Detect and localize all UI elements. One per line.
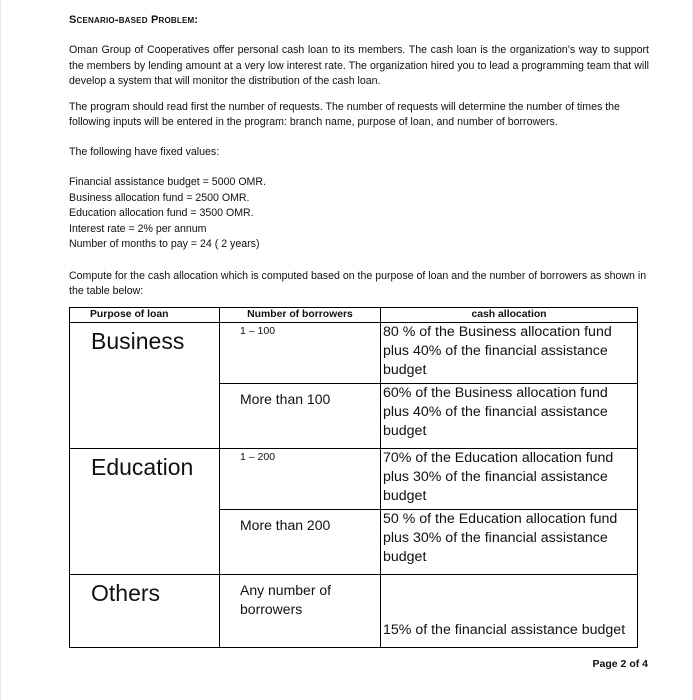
header-allocation: cash allocation <box>381 307 638 322</box>
cash-allocation-table <box>69 307 638 648</box>
header-borrowers: Number of borrowers <box>220 307 381 322</box>
table-header-row <box>70 307 638 322</box>
fixed-values-list <box>69 175 649 253</box>
intro-paragraph: Oman Group of Cooperatives offer personal cash loan to its members. The cash loan is the organization’s way to support the members by lending amount at a very low interest rate. The organization hired you to lead a programming team that will develop a system that will monitor the distribution of the cash loan. <box>69 44 649 87</box>
fixed-value-months-to-pay: Number of months to pay = 24 ( 2 years) <box>69 238 260 250</box>
allocation-cell: 60% of the Business allocation fund plus 40% of the financial assistance budget <box>381 383 638 448</box>
section-title: Scenario-based Problem: <box>69 14 199 26</box>
fixed-value-education-fund: Education allocation fund = 3500 OMR. <box>69 207 254 219</box>
fixed-values-intro: The following have fixed values: <box>69 145 220 158</box>
purpose-education: Education <box>70 448 220 574</box>
borrowers-cell: More than 200 <box>220 509 381 574</box>
borrowers-cell: 1 – 100 <box>220 322 381 383</box>
table-row <box>70 574 638 647</box>
fixed-value-business-fund: Business allocation fund = 2500 OMR. <box>69 191 250 204</box>
allocation-cell: 50 % of the Education allocation fund plus 30% of the financial assistance budget <box>381 509 638 574</box>
borrowers-cell: 1 – 200 <box>220 448 381 509</box>
program-paragraph: The program should read first the number of requests. The number of requests will determine the number of times the following inputs will be entered in the program: branch name, purpose of loan, and number of borrowers. <box>69 100 620 128</box>
allocation-cell: 15% of the financial assistance budget <box>381 574 638 647</box>
header-purpose: Purpose of loan <box>70 307 220 322</box>
fixed-value-financial-budget: Financial assistance budget = 5000 OMR. <box>69 176 266 188</box>
table-row <box>70 322 638 383</box>
document-body <box>69 14 649 648</box>
fixed-value-interest-rate: Interest rate = 2% per annum <box>69 222 207 235</box>
purpose-others: Others <box>70 574 220 647</box>
allocation-cell: 80 % of the Business allocation fund plus 40% of the financial assistance budget <box>381 322 638 383</box>
purpose-business: Business <box>70 322 220 448</box>
borrowers-cell: More than 100 <box>220 383 381 448</box>
page-number: Page 2 of 4 <box>592 658 648 670</box>
borrowers-cell: Any number of borrowers <box>220 574 381 647</box>
allocation-cell: 70% of the Education allocation fund plus 30% of the financial assistance budget <box>381 448 638 509</box>
table-row <box>70 448 638 509</box>
compute-paragraph: Compute for the cash allocation which is computed based on the purpose of loan and the number of borrowers as shown in the table below: <box>69 269 647 297</box>
